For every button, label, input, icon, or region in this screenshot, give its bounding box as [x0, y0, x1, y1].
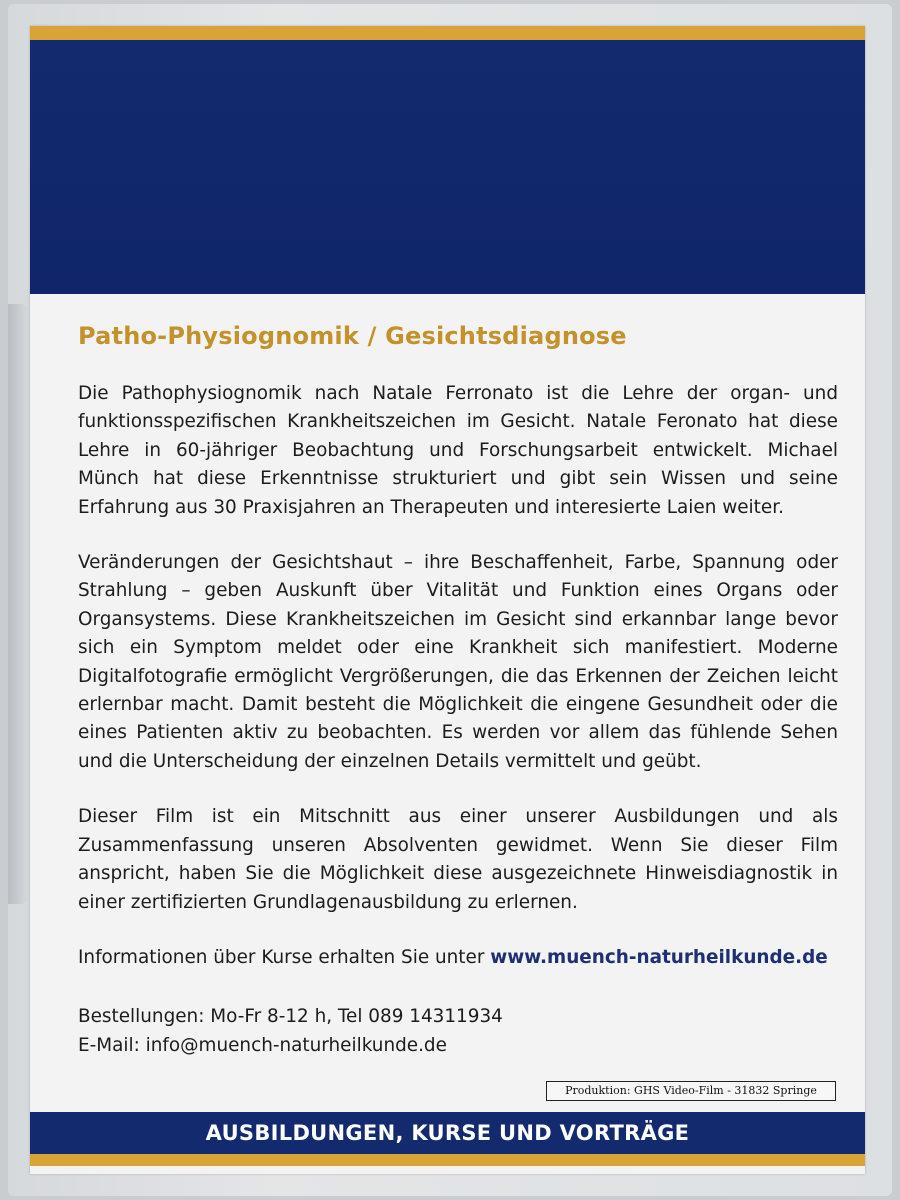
- top-navy-panel: [30, 40, 865, 294]
- paragraph-film: Dieser Film ist ein Mitschnitt aus einer unserer Ausbildungen und als Zusammenfassung unseren Absolventen gewidmet. Wenn Sie dieser Film anspricht, haben Sie die Möglichkeit diese ausgezeichnete Hinweisdiagnostik in einer zertifizierten Grundlagenausbildung zu erlernen.: [78, 806, 838, 913]
- order-email: E-Mail: info@muench-naturheilkunde.de: [78, 1035, 447, 1057]
- cover-sheet: [30, 26, 865, 1174]
- order-hours-phone: Bestellungen: Mo-Fr 8-12 h, Tel 089 14311934: [78, 1006, 503, 1028]
- order-info: [78, 1002, 838, 1060]
- paragraph-intro: Die Pathophysiognomik nach Natale Ferronato ist die Lehre der organ- und funktionsspezifischen Krankheitszeichen im Gesicht. Natale Feronato hat diese Lehre in 60-jähriger Beobachtung und Forschungsarbeit entwickelt. Michael Münch hat diese Erkenntnisse strukturiert und gibt sein Wissen und seine Erfahrung aus 30 Praxisjahren an Therapeuten und interesierte Laien weiter.: [78, 383, 838, 518]
- production-credit: Produktion: GHS Video-Film - 31832 Springe: [546, 1081, 836, 1101]
- page-title: Patho-Physiognomik / Gesichtsdiagnose: [78, 322, 627, 350]
- case-hinge: [8, 304, 30, 904]
- course-info-text: Informationen über Kurse erhalten Sie unter: [78, 946, 485, 968]
- bottom-gold-stripe: [30, 1154, 865, 1166]
- course-info: [78, 944, 838, 972]
- bottom-banner: AUSBILDUNGEN, KURSE UND VORTRÄGE: [30, 1112, 865, 1154]
- website-link[interactable]: www.muench-naturheilkunde.de: [490, 946, 828, 968]
- back-cover-text: [78, 322, 838, 1060]
- top-gold-stripe: [30, 26, 865, 40]
- paragraph-details: Veränderungen der Gesichtshaut – ihre Beschaffenheit, Farbe, Spannung oder Strahlung – geben Auskunft über Vitalität und Funktion eines Organs oder Organsystems. Diese Krankheitszeichen im Gesicht sind erkannbar lange bevor sich ein Symptom meldet oder eine Krankheit sich manifestiert. Moderne Digitalfotografie ermöglicht Vergrößerungen, die das Erkennen der Zeichen leicht erlernbar macht. Damit besteht die Möglichkeit die eingene Gesundheit oder die eines Patienten aktiv zu beobachten. Es werden vor allem das fühlende Sehen und die Unterscheidung der einzelnen Details vermittelt und geübt.: [78, 552, 838, 772]
